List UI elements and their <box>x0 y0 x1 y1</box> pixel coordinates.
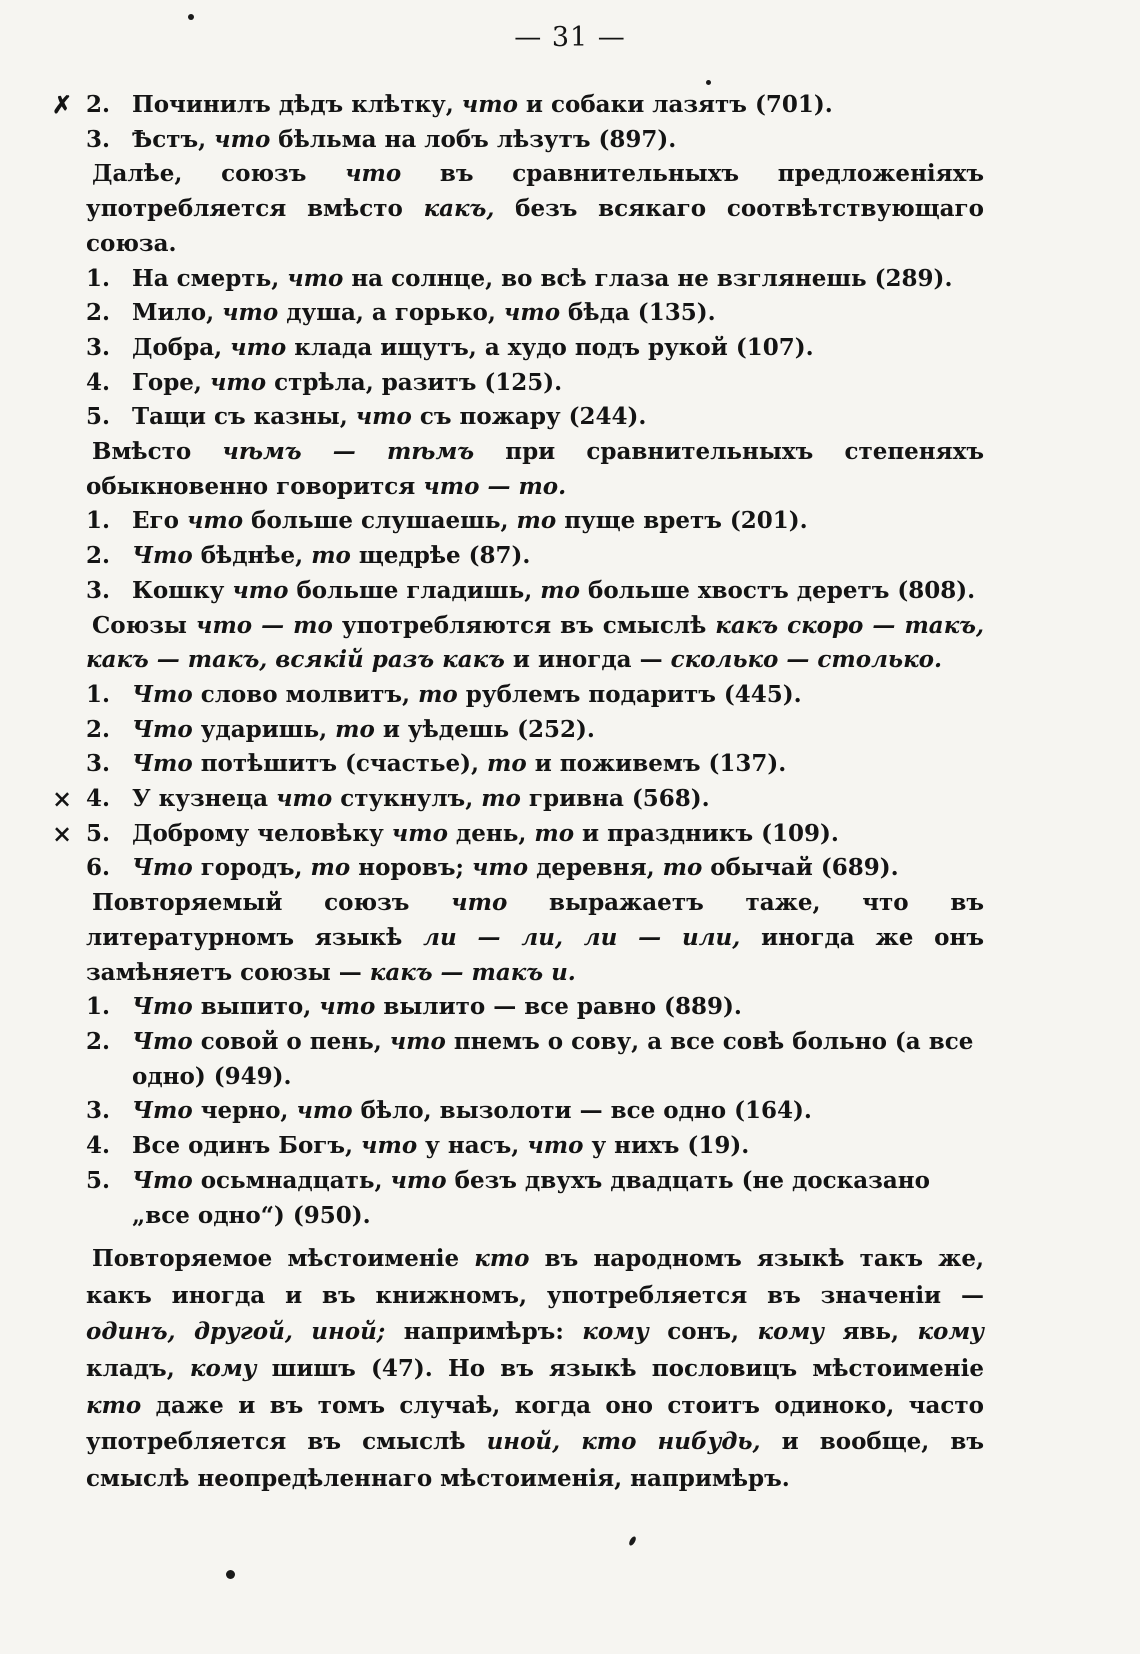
emphasized-text: что <box>391 819 448 847</box>
emphasized-text: то <box>516 507 557 535</box>
text-run: городъ, <box>192 854 311 882</box>
emphasized-text: что <box>389 1027 446 1055</box>
paragraph <box>86 1241 984 1497</box>
text-run: норовъ; <box>350 854 472 882</box>
text-run: Далѣе, союзъ <box>92 160 346 188</box>
margin-mark: × <box>52 784 73 814</box>
emphasized-text: то <box>418 680 458 708</box>
proverb-list <box>86 504 984 608</box>
emphasized-text: то <box>311 542 351 570</box>
emphasized-text: кому <box>917 1318 984 1346</box>
list-item-text <box>132 334 814 361</box>
text-run: Кошку <box>132 576 233 604</box>
list-number: 4. <box>86 1132 111 1160</box>
text-run: гривна (568). <box>520 785 710 813</box>
text-run: употребляются въ смыслѣ <box>332 611 716 639</box>
text-run: Тащи съ казны, <box>132 403 356 431</box>
text-run: явь, <box>824 1318 918 1346</box>
list-item-text <box>132 126 676 153</box>
emphasized-text: Что <box>132 993 193 1021</box>
list-number: 2. <box>86 1027 111 1055</box>
list-number: 5. <box>86 819 111 847</box>
ink-speck <box>226 1570 235 1579</box>
text-run: бѣло, вызолоти — все одно (164). <box>352 1097 812 1125</box>
text-run: Добра, <box>132 333 231 361</box>
list-item-text <box>132 299 716 326</box>
list-item <box>86 400 984 435</box>
emphasized-text: какъ, <box>423 195 495 223</box>
list-item <box>52 782 984 817</box>
list-item-text <box>132 265 952 292</box>
list-item-text <box>132 403 646 430</box>
list-item <box>52 88 984 123</box>
text-run: ударишь, <box>192 715 336 743</box>
text-run: Ѣстъ, <box>132 125 215 153</box>
text-run: сонъ, <box>648 1318 758 1346</box>
text-run: кладъ, <box>86 1354 190 1382</box>
list-item <box>86 1025 984 1094</box>
emphasized-text: сколько — столько. <box>670 646 943 674</box>
text-run: и праздникъ (109). <box>574 819 839 847</box>
emphasized-text: что <box>276 785 333 813</box>
text-run: Повторяемое мѣстоименіе <box>92 1245 475 1273</box>
list-item-text <box>132 716 595 743</box>
list-item-text <box>132 993 742 1020</box>
emphasized-text: что <box>319 993 376 1021</box>
list-item-text <box>132 542 530 569</box>
emphasized-text: что <box>230 333 287 361</box>
list-item <box>86 262 984 297</box>
emphasized-text: что <box>287 264 344 292</box>
text-run: день, <box>447 819 535 847</box>
emphasized-text: что <box>209 368 267 396</box>
list-item-text <box>132 1028 973 1090</box>
emphasized-text: то <box>487 750 527 778</box>
proverb-list <box>52 88 984 157</box>
emphasized-text: какъ скоро — такъ, какъ — такъ, всякій разъ какъ <box>86 611 984 674</box>
text-run: На смерть, <box>132 264 288 292</box>
list-item <box>86 1129 984 1164</box>
list-item <box>86 990 984 1025</box>
list-item-text <box>132 820 839 847</box>
list-item <box>52 817 984 852</box>
text-run: и поживемъ (137). <box>526 750 787 778</box>
emphasized-text: что <box>390 1166 447 1194</box>
emphasized-text: что <box>451 889 508 917</box>
emphasized-text: Что <box>132 1027 193 1055</box>
list-number: 2. <box>86 91 111 118</box>
emphasized-text: чѣмъ — тѣмъ <box>222 438 475 466</box>
text-run: выражаетъ таже, что въ литературномъ языкѣ <box>86 889 985 951</box>
text-run: душа, а горько, <box>278 299 504 327</box>
emphasized-text: кому <box>189 1354 257 1382</box>
list-item <box>86 713 984 748</box>
list-item <box>86 851 984 886</box>
text-run: обычай (689). <box>702 854 899 882</box>
emphasized-text: что <box>355 403 412 431</box>
list-item-text <box>132 577 975 604</box>
text-run: и вообще, въ смыслѣ неопредѣленнаго мѣстоименія, напримѣръ. <box>86 1428 984 1492</box>
text-run: Горе, <box>132 368 210 396</box>
text-run: пнемъ о сову, а все совѣ больно (а все одно) (949). <box>132 1027 974 1090</box>
text-run: и уѣдешь (252). <box>374 715 595 743</box>
text-run: безъ всякаго соотвѣтствующаго союза. <box>86 195 984 257</box>
list-number: 2. <box>86 715 111 743</box>
list-item <box>86 1164 984 1233</box>
list-number: 1. <box>86 264 111 292</box>
text-run: на солнце, во всѣ глаза не взглянешь (289). <box>343 264 953 292</box>
emphasized-text: что <box>527 1132 584 1160</box>
text-run: Повторяемый союзъ <box>92 889 452 917</box>
list-number: 6. <box>86 854 111 882</box>
text-run: Мило, <box>132 299 223 327</box>
text-run: съ пожару (244). <box>411 403 647 431</box>
text-run: черно, <box>192 1097 297 1125</box>
text-run: Союзы <box>92 611 196 639</box>
paragraph <box>86 609 984 678</box>
text-run: у насъ, <box>417 1132 528 1160</box>
list-item <box>86 123 984 158</box>
list-number: 3. <box>86 750 111 778</box>
text-run: и иногда — <box>504 646 671 674</box>
text-run: даже и въ томъ случаѣ, когда оно стоитъ одиноко, часто употребляется въ смыслѣ <box>86 1391 984 1456</box>
text-run: бѣда (135). <box>560 299 716 327</box>
text-run: больше хвостъ деретъ (808). <box>579 576 976 604</box>
list-item <box>86 1094 984 1129</box>
text-run: потѣшитъ (счастье), <box>192 750 487 778</box>
emphasized-text: Что <box>132 854 193 882</box>
emphasized-text: что — то. <box>423 472 567 500</box>
text-run: въ народномъ языкѣ такъ же, какъ иногда и въ книжномъ, употребляется въ значеніи — <box>86 1245 984 1309</box>
list-number: 4. <box>86 368 111 396</box>
paragraph <box>86 157 984 261</box>
text-run: безъ двухъ двадцать (не досказано „все одно“) (950). <box>132 1166 930 1229</box>
emphasized-text: что <box>461 91 518 118</box>
emphasized-text: то <box>534 819 575 847</box>
emphasized-text: то <box>662 854 703 882</box>
emphasized-text: кому <box>757 1318 825 1346</box>
text-run: Доброму человѣку <box>132 819 392 847</box>
emphasized-text: одинъ, другой, иной; <box>86 1318 386 1346</box>
list-number: 3. <box>86 333 111 361</box>
list-item <box>86 331 984 366</box>
text-run: при сравнительныхъ степеняхъ обыкновенно говорится <box>86 438 984 500</box>
text-run: и собаки лазятъ (701). <box>517 91 833 118</box>
text-run: совой о пень, <box>192 1027 390 1055</box>
proverb-list <box>86 990 984 1233</box>
list-number: 3. <box>86 576 111 604</box>
list-number: 3. <box>86 1097 111 1125</box>
list-item-text <box>132 1097 812 1124</box>
emphasized-text: Что <box>132 750 193 778</box>
text-run: рублемъ подаритъ (445). <box>457 680 802 708</box>
emphasized-text: что — то <box>196 611 333 639</box>
emphasized-text: кому <box>582 1318 649 1346</box>
text-run: слово молвитъ, <box>192 680 419 708</box>
text-run: больше слушаешь, <box>243 507 517 535</box>
list-item <box>86 539 984 574</box>
text-run: пуще вретъ (201). <box>556 507 808 535</box>
emphasized-text: Что <box>132 542 193 570</box>
paragraph <box>86 886 984 990</box>
ink-speck <box>628 1535 637 1546</box>
list-number: 2. <box>86 299 111 327</box>
list-number: 5. <box>86 403 111 431</box>
proverb-list <box>86 262 984 436</box>
emphasized-text: кто <box>86 1391 142 1419</box>
text-run: Все одинъ Богъ, <box>132 1132 362 1160</box>
emphasized-text: что <box>232 576 289 604</box>
text-run: деревня, <box>528 854 663 882</box>
list-item <box>86 366 984 401</box>
text-run: больше гладишь, <box>288 576 541 604</box>
emphasized-text: что <box>503 299 561 327</box>
ink-speck <box>188 14 194 20</box>
emphasized-text: то <box>540 576 580 604</box>
list-item-text <box>132 1132 749 1159</box>
emphasized-text: ли — ли, ли — или, <box>423 923 741 951</box>
list-number: 3. <box>86 125 111 153</box>
text-run: Его <box>132 507 187 535</box>
emphasized-text: что <box>471 854 529 882</box>
list-number: 5. <box>86 1166 111 1194</box>
text-run: Вмѣсто <box>92 438 223 466</box>
emphasized-text: Что <box>132 715 193 743</box>
list-item-text <box>132 750 786 777</box>
text-run: щедрѣе (87). <box>350 542 531 570</box>
text-run: осьмнадцать, <box>192 1166 391 1194</box>
emphasized-text: что <box>345 160 402 188</box>
emphasized-text: то <box>310 854 351 882</box>
ink-speck <box>706 80 711 85</box>
text-run: вылито — все равно (889). <box>375 993 742 1021</box>
list-item-text <box>132 785 710 812</box>
text-run: у нихъ (19). <box>583 1132 750 1160</box>
margin-mark: × <box>52 818 73 848</box>
list-item-text <box>132 507 808 534</box>
list-item <box>86 504 984 539</box>
emphasized-text: Что <box>132 1166 193 1194</box>
list-item <box>86 747 984 782</box>
margin-mark: ✗ <box>52 90 73 119</box>
list-number: 1. <box>86 680 111 708</box>
text-run: стрѣла, разитъ (125). <box>266 368 563 396</box>
emphasized-text: иной, кто нибудь, <box>486 1428 761 1456</box>
spacer <box>86 1233 984 1241</box>
emphasized-text: то <box>335 715 375 743</box>
text-run: шишъ (47). Но въ языкѣ пословицъ мѣстоименіе <box>256 1354 985 1382</box>
list-item <box>86 296 984 331</box>
list-number: 1. <box>86 507 111 535</box>
list-item-text <box>132 854 899 881</box>
text-run: клада ищутъ, а худо подъ рукой (107). <box>286 333 814 361</box>
emphasized-text: Что <box>132 680 193 708</box>
proverb-list <box>52 678 984 886</box>
emphasized-text: кто <box>474 1245 530 1273</box>
page-number: — 31 — <box>514 22 626 53</box>
emphasized-text: что <box>214 125 271 153</box>
text-run: иногда же онъ замѣняетъ союзы — <box>86 923 985 986</box>
list-item-text <box>132 681 802 708</box>
emphasized-text: какъ — такъ и. <box>369 958 576 986</box>
emphasized-text: что <box>296 1097 353 1125</box>
emphasized-text: то <box>481 785 521 813</box>
text-run: бѣднѣе, <box>192 542 312 570</box>
text-run: стукнулъ, <box>332 785 482 813</box>
emphasized-text: что <box>186 507 244 535</box>
paragraph <box>86 435 984 504</box>
text-run: напримѣръ: <box>385 1318 583 1346</box>
text-run: Починилъ дѣдъ клѣтку, <box>132 91 462 118</box>
text-run: въ сравнительныхъ предложеніяхъ употребляется вмѣсто <box>86 160 984 223</box>
list-number: 1. <box>86 993 111 1021</box>
list-item-text <box>132 369 562 396</box>
list-item-text <box>132 1167 930 1229</box>
text-run: выпито, <box>192 993 320 1021</box>
list-item <box>86 574 984 609</box>
emphasized-text: что <box>222 299 279 327</box>
text-run: У кузнеца <box>132 785 277 813</box>
list-item <box>86 678 984 713</box>
list-item-text <box>132 91 833 118</box>
text-run: бѣльма на лобъ лѣзутъ (897). <box>270 125 677 153</box>
emphasized-text: Что <box>132 1097 193 1125</box>
body-text <box>52 88 985 1497</box>
list-number: 4. <box>86 785 111 813</box>
emphasized-text: что <box>361 1132 418 1160</box>
list-number: 2. <box>86 542 111 570</box>
